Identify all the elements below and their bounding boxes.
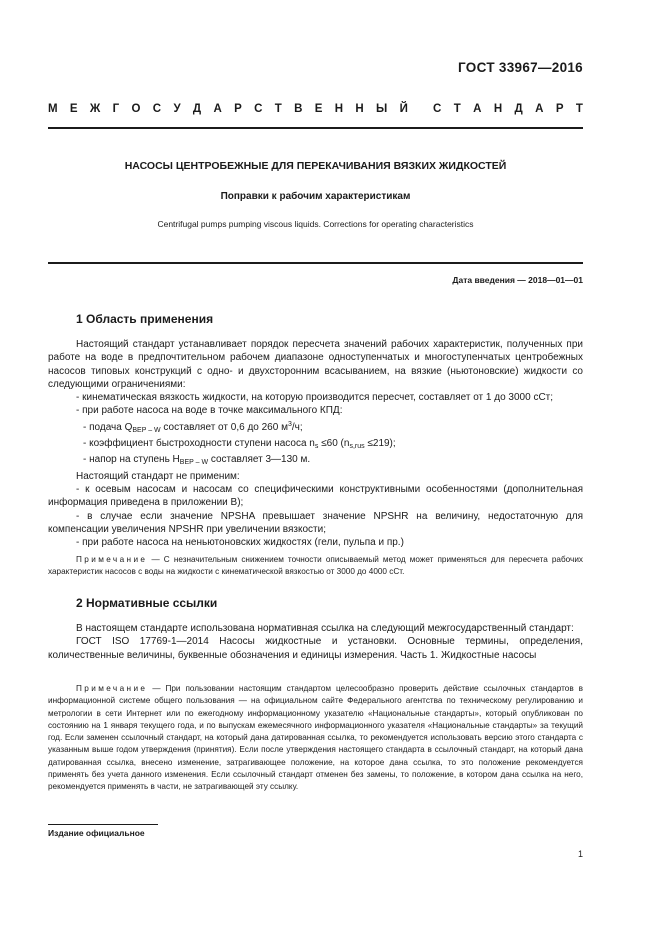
sub-list-item: - коэффициент быстроходности ступени насоса $n_s \le 60$ $(n_{s,rus} \le 219)$; xyxy=(83,438,396,451)
standard-number: ГОСТ 33967—2016 xyxy=(458,60,583,75)
section-1-note xyxy=(48,554,583,579)
note-label: Примечание xyxy=(76,555,148,564)
title-divider xyxy=(48,262,583,264)
paragraph: Настоящий стандарт не применим: xyxy=(76,470,240,482)
sub-list-item: - напор на ступень $H_{BEP - W}$ составляет 3—130 м. xyxy=(83,454,311,467)
list-item: - кинематическая вязкость жидкости, на которую производится пересчет, составляет от 1 до 3000 сСт; xyxy=(76,392,554,404)
section-1-body xyxy=(48,338,583,549)
list-item: - в случае если значение NPSHA превышает значение NPSHR на величину, недостаточную для компенсации увеличения NPSHR при увеличении вязкости; xyxy=(48,510,583,535)
interstate-word: М Е Ж Г О С У Д А Р С Т В Е Н Н Ы Й xyxy=(48,103,408,115)
document-subtitle: Поправки к рабочим характеристикам xyxy=(220,191,411,202)
note-label: Примечание xyxy=(76,684,148,693)
standard-word: С Т А Н Д А Р Т xyxy=(433,103,583,115)
document-title-english: Centrifugal pumps pumping viscous liquids. Corrections for operating characteristics xyxy=(157,219,474,229)
paragraph: Настоящий стандарт устанавливает порядок пересчета значений рабочих характеристик, полученных при работе на воде в предпочтительном рабочем диапазоне одноступенчатых и многоступенчатых центробежных насосов типовых конструкций с одно- и двухсторонним всасыванием, на вязкие (ньютоновские) жидкости со следующими ограничениями: xyxy=(48,339,583,390)
note-text: — При пользовании настоящим стандартом целесообразно проверить действие ссылочных стандартов в информационной системе общего пользования — на официальном сайте Федерального агентства по техническому регулированию и метрологии в сети Интернет или по ежегодному информационному указателю «Национальные стандарты», который опубликован по состоянию на 1 января текущего года, и по выпускам ежемесячного информационного указателя «Национальные стандарты» за текущий год. Если заменен ссылочный стандарт, на который дана датированная ссылка, то рекомендуется использовать версию этого стандарта с указанным выше годом утверждения (принятия). Если после утверждения настоящего стандарта в ссылочный стандарт, на который дана датированная ссылка, внесено изменение, затрагивающее положение, на которое дана ссылка, то это положение рекомендуется применять без учета данного изменения. Если ссылочный стандарт отменен без замены, то положение, в котором дана ссылка на него, рекомендуется применять в части, не затрагивающей эту ссылку. xyxy=(48,684,583,792)
normative-reference: ГОСТ ISO 17769-1—2014 Насосы жидкостные и установки. Основные термины, определения, количественные величины, буквенные обозначения и единицы измерения. Часть 1. Жидкостные насосы xyxy=(48,636,583,661)
paragraph: В настоящем стандарте использована нормативная ссылка на следующий межгосударственный стандарт: xyxy=(76,623,574,634)
header-divider xyxy=(48,127,583,129)
list-item: - к осевым насосам и насосам со специфическими конструктивными особенностями (дополнительная информация приведена в приложении В); xyxy=(48,483,583,509)
section-2-body xyxy=(48,622,583,662)
section-2-note xyxy=(48,683,583,794)
note-text: — С незначительным снижением точности описываемый метод может применяться для пересчета рабочих характеристик насосов с воды на жидкости с кинематической вязкостью от 3000 до 4000 сСт. xyxy=(48,555,583,577)
official-edition-label: Издание официальное xyxy=(48,828,145,838)
sub-list-item: - подача $Q_{BEP - W}$ составляет от 0,6 до 260 $м^3/ч$; xyxy=(83,420,303,434)
introduction-date: Дата введения — 2018—01—01 xyxy=(452,275,583,285)
section-2-heading: 2 Нормативные ссылки xyxy=(76,596,218,610)
list-item: - при работе насоса на неньютоновских жидкостях (гели, пульпа и пр.) xyxy=(76,537,404,549)
section-1-heading: 1 Область применения xyxy=(76,312,214,326)
page-number: 1 xyxy=(577,849,583,859)
document-title: НАСОСЫ ЦЕНТРОБЕЖНЫЕ ДЛЯ ПЕРЕКАЧИВАНИЯ ВЯЗКИХ ЖИДКОСТЕЙ xyxy=(124,160,507,172)
footer-divider xyxy=(48,824,158,825)
list-item: - при работе насоса на воде в точке максимального КПД: xyxy=(76,405,343,417)
interstate-standard-banner xyxy=(48,103,583,115)
